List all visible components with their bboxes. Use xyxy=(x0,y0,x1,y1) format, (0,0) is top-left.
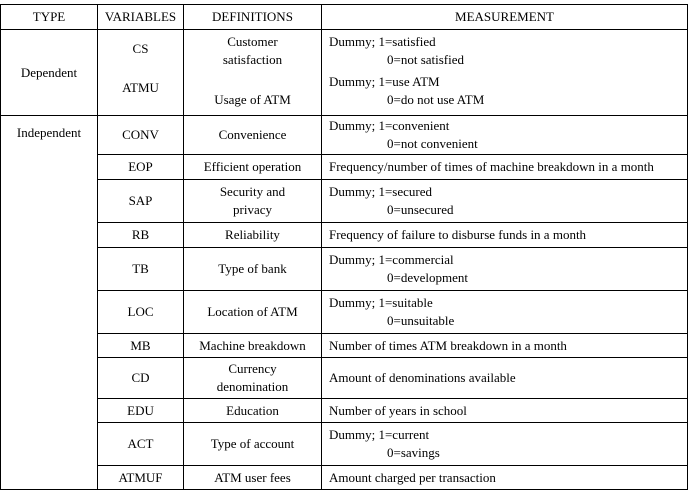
meas-edu-cell xyxy=(321,398,687,422)
meas-eop: Frequency/number of times of machine breakdown in a month xyxy=(329,159,654,174)
meas-sap-2: 0=unsecured xyxy=(387,202,454,217)
var-atmu: ATMU xyxy=(122,80,159,95)
meas-rb: Frequency of failure to disburse funds in a month xyxy=(329,227,587,242)
meas-tb-2: 0=development xyxy=(387,270,468,285)
dependent-defs-cell xyxy=(183,29,321,115)
type-dependent-cell xyxy=(0,29,97,115)
def-act: Type of account xyxy=(210,436,295,451)
def-atmuf: ATM user fees xyxy=(214,470,291,485)
var-atmuf-cell xyxy=(97,465,183,490)
def-rb-cell xyxy=(183,222,321,247)
var-tb: TB xyxy=(132,261,149,276)
meas-mb: Number of times ATM breakdown in a month xyxy=(329,337,567,353)
def-cd-line1: Currency xyxy=(228,361,277,376)
meas-cd: Amount of denominations available xyxy=(329,370,516,385)
meas-atmu-2: 0=do not use ATM xyxy=(387,92,485,107)
var-conv-cell xyxy=(97,115,183,154)
meas-rb-cell xyxy=(321,222,687,247)
meas-atmuf: Amount charged per transaction xyxy=(329,470,496,485)
def-eop-cell xyxy=(183,154,321,179)
def-edu: Education xyxy=(226,402,279,418)
def-sap-cell xyxy=(183,179,321,222)
meas-loc-cell xyxy=(321,290,687,333)
def-edu-cell xyxy=(183,398,321,422)
def-cs-line2: satisfaction xyxy=(222,52,283,67)
var-cs: CS xyxy=(132,41,149,56)
def-mb: Machine breakdown xyxy=(199,337,306,353)
var-act-cell xyxy=(97,422,183,465)
header-type-label: TYPE xyxy=(32,9,66,24)
var-cd: CD xyxy=(131,370,150,385)
header-type xyxy=(0,4,97,29)
def-conv-cell xyxy=(183,115,321,154)
header-measurement xyxy=(321,4,687,29)
meas-tb-1: Dummy; 1=commercial xyxy=(329,252,454,267)
def-tb: Type of bank xyxy=(218,261,287,276)
meas-tb-cell xyxy=(321,247,687,290)
table-bottom-border xyxy=(0,489,688,490)
def-loc: Location of ATM xyxy=(207,304,298,319)
type-independent-cell xyxy=(0,115,97,490)
def-atmu: Usage of ATM xyxy=(214,92,291,107)
meas-atmu-1: Dummy; 1=use ATM xyxy=(329,74,440,89)
var-loc: LOC xyxy=(127,304,154,319)
def-tb-cell xyxy=(183,247,321,290)
var-edu-cell xyxy=(97,398,183,422)
def-cs-line1: Customer xyxy=(227,34,278,49)
def-sap-line1: Security and xyxy=(219,184,286,199)
def-eop: Efficient operation xyxy=(203,159,302,174)
var-tb-cell xyxy=(97,247,183,290)
var-mb-cell xyxy=(97,333,183,357)
meas-loc-1: Dummy; 1=suitable xyxy=(329,295,433,310)
var-sap-cell xyxy=(97,179,183,222)
def-rb: Reliability xyxy=(225,227,280,242)
meas-conv-cell xyxy=(321,115,687,154)
meas-cs-2: 0=not satisfied xyxy=(387,52,465,67)
meas-sap-cell xyxy=(321,179,687,222)
meas-mb-cell xyxy=(321,333,687,357)
def-sap-line2: privacy xyxy=(233,202,272,217)
var-atmuf: ATMUF xyxy=(118,470,163,485)
dependent-vars-cell xyxy=(97,29,183,115)
meas-act-1: Dummy; 1=current xyxy=(329,427,430,442)
meas-loc-2: 0=unsuitable xyxy=(387,313,455,328)
type-dependent-label: Dependent xyxy=(20,64,78,80)
meas-act-cell xyxy=(321,422,687,465)
def-loc-cell xyxy=(183,290,321,333)
var-eop: EOP xyxy=(128,159,153,174)
header-measurement-label: MEASUREMENT xyxy=(455,9,554,24)
header-variables-label: VARIABLES xyxy=(104,9,177,24)
var-sap: SAP xyxy=(128,193,153,208)
type-independent-label: Independent xyxy=(16,125,82,140)
def-cd-cell xyxy=(183,357,321,398)
meas-conv-1: Dummy; 1=convenient xyxy=(329,118,450,133)
var-loc-cell xyxy=(97,290,183,333)
def-atmuf-cell xyxy=(183,465,321,490)
def-conv: Convenience xyxy=(218,127,287,142)
var-conv: CONV xyxy=(122,127,159,142)
var-act: ACT xyxy=(127,436,154,451)
meas-sap-1: Dummy; 1=secured xyxy=(329,184,433,199)
def-cd-line2: denomination xyxy=(216,379,289,394)
var-edu: EDU xyxy=(127,402,154,418)
header-variables xyxy=(97,4,183,29)
meas-conv-2: 0=not convenient xyxy=(387,136,478,151)
def-act-cell xyxy=(183,422,321,465)
meas-cs-1: Dummy; 1=satisfied xyxy=(329,34,436,49)
var-rb: RB xyxy=(131,227,150,242)
var-eop-cell xyxy=(97,154,183,179)
meas-act-2: 0=savings xyxy=(387,445,440,460)
var-mb: MB xyxy=(130,337,151,353)
var-rb-cell xyxy=(97,222,183,247)
dependent-meas-cell xyxy=(321,29,687,115)
def-mb-cell xyxy=(183,333,321,357)
meas-cd-cell xyxy=(321,357,687,398)
header-definitions-label: DEFINITIONS xyxy=(212,9,293,24)
meas-eop-cell xyxy=(321,154,687,179)
meas-atmuf-cell xyxy=(321,465,687,490)
header-definitions xyxy=(183,4,321,29)
meas-edu: Number of years in school xyxy=(329,402,467,418)
var-cd-cell xyxy=(97,357,183,398)
